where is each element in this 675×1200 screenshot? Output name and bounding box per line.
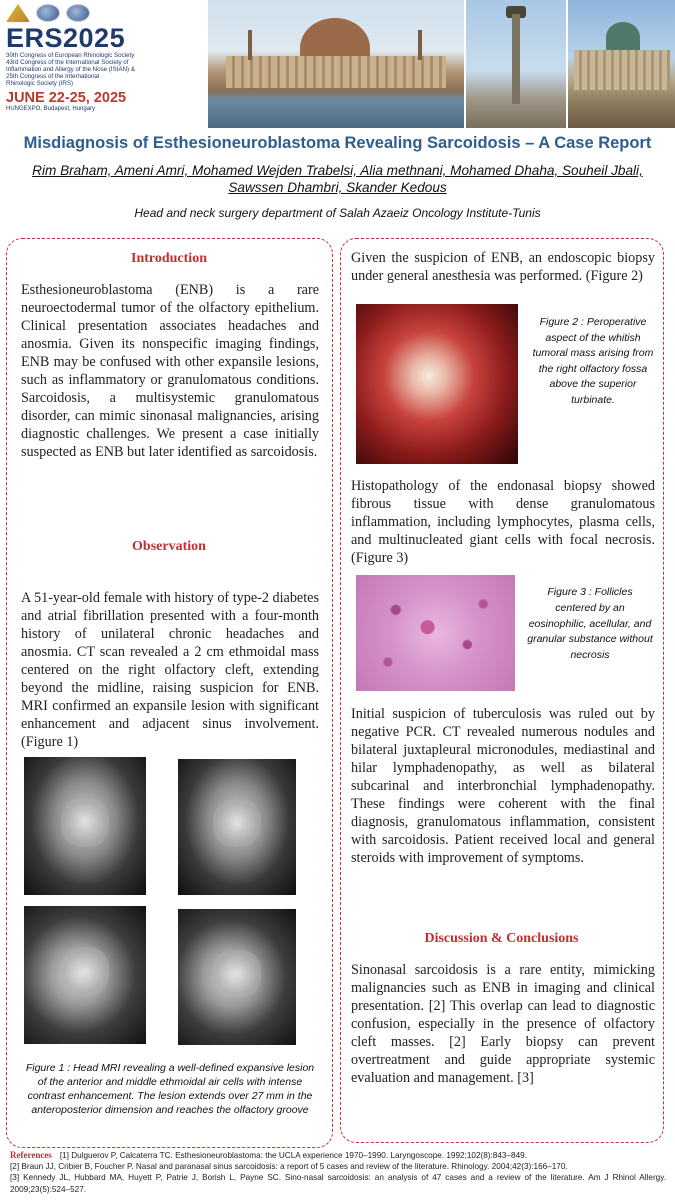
parliament-spire xyxy=(418,30,422,60)
event-venue: HUNGEXPO, Budapest, Hungary xyxy=(6,106,96,112)
references-heading: References xyxy=(10,1150,52,1160)
society-logo-icon xyxy=(66,4,90,22)
right-column-panel xyxy=(340,238,664,1143)
event-dates: JUNE 22-25, 2025 xyxy=(6,90,127,106)
observation-heading: Observation xyxy=(132,539,206,554)
figure1-mri-sagittal-2 xyxy=(178,909,296,1045)
figure1-mri-sagittal-1 xyxy=(24,906,146,1044)
tuberculosis-text: Initial suspicion of tuberculosis was ruled out by negative PCR. CT revealed numerous nodules and bilateral juxtapleural micronodules, mediastinal and hilar lymphadenopathy, as well as bilateral subcarinal and interbronchial lymphadenopathy. These findings were coherent with the final diagnosis, granulomatous inflammation, consistent with sarcoidosis. Patient received local and general steroids with improvement of symptoms. xyxy=(351,706,655,866)
event-line: 30th Congress of European Rhinologic Society xyxy=(6,52,135,59)
poster-title: Misdiagnosis of Esthesioneuroblastoma Revealing Sarcoidosis – A Case Report xyxy=(23,134,652,152)
parliament-photo xyxy=(208,0,464,128)
parliament-spire xyxy=(248,30,252,60)
reference-item: References [1] Dulguerov P, Calcaterra TC. Esthesioneuroblastoma: the UCLA experience 1970–1990. Laryngoscope. 1992;102(8):843–849. xyxy=(10,1150,527,1160)
figure3-histology-image xyxy=(356,575,515,691)
event-line: 25th Congress of the International xyxy=(6,73,100,80)
castle-dome xyxy=(606,22,640,52)
discussion-text: Sinonasal sarcoidosis is a rare entity, mimicking malignancies such as ENB in imaging and clinical presentation. [2] This overlap can lead to diagnostic confusion, especially in the presence of olfactory cleft masses. [2] Early biopsy can prevent overtreatment and guide appropriate systemic evaluation and management. [3] xyxy=(351,962,655,1086)
event-name: ERS2025 xyxy=(6,23,126,53)
biopsy-text: Given the suspicion of ENB, an endoscopic biopsy under general anesthesia was performed. (Figure 2) xyxy=(351,250,655,284)
society-logo-icon xyxy=(6,4,30,22)
conference-banner xyxy=(0,0,675,128)
parliament-facade xyxy=(226,56,446,88)
discussion-heading: Discussion & Conclusions xyxy=(424,931,579,946)
histopathology-text: Histopathology of the endonasal biopsy showed fibrous tissue with dense granulomatous inflammation, including lymphocytes, plasma cells, and multinucleated giant cells with focal necrosis. (Figure 3) xyxy=(351,478,655,566)
heroes-square-photo xyxy=(466,0,566,128)
figure2-caption: Figure 2 : Peroperative aspect of the whitish tumoral mass arising from the right olfactory fossa above the superior turbinate. xyxy=(532,316,654,406)
reference-item: [2] Braun JJ, Cribier B, Foucher P. Nasal and paranasal sinus sarcoidosis: a report of 5 cases and review of the literature. Rhinology. 2004;42(3):166–170. xyxy=(10,1162,568,1172)
society-logos xyxy=(6,4,90,22)
conference-brand xyxy=(6,24,206,113)
observation-text: A 51-year-old female with history of type-2 diabetes and atrial fibrillation presented with a four-month history of unilateral chronic headaches and anosmia. CT scan revealed a 2 cm ethmoidal mass centered on the right olfactory cleft, extending beyond the midline, raising suspicion for ENB. MRI confirmed an expansile lesion with significant enhancement and adjacent sinus involvement. (Figure 1) xyxy=(21,590,319,750)
event-line: Rhinologic Society (IRS) xyxy=(6,80,74,87)
event-line: 43rd Congress of the International Society of xyxy=(6,59,129,66)
affiliation: Head and neck surgery department of Salah Azaeiz Oncology Institute-Tunis xyxy=(134,206,541,220)
figure2-endoscopic-image xyxy=(356,304,518,464)
figure3-caption: Figure 3 : Follicles centered by an eosinophilic, acellular, and granular substance without necrosis xyxy=(527,586,653,662)
figure1-caption: Figure 1 : Head MRI revealing a well-defined expansive lesion of the anterior and middle ethmoidal air cells with intense contrast enhancement. The lesion extends over 27 mm in the anteroposterior dimension and reaches the olfactory groove xyxy=(25,1062,315,1116)
society-logo-icon xyxy=(36,4,60,22)
introduction-heading: Introduction xyxy=(131,251,207,266)
introduction-text: Esthesioneuroblastoma (ENB) is a rare neuroectodermal tumor of the olfactory epithelium. Clinical presentation associates headaches and anosmia. Given its nonspecific imaging findings, ENB may be confused with other expansile lesions, such as inflammatory or granulomatous conditions. Sarcoidosis, a multisystemic granulomatous disorder, can mimic sinonasal malignancies, arising diagnostic challenges. We present a case initially suspected as ENB but later identified as sarcoidosis. xyxy=(21,282,319,460)
castle-facade xyxy=(574,50,670,90)
author-list: Rim Braham, Ameni Amri, Mohamed Wejden Trabelsi, Alia methnani, Mohamed Dhaha, Souheil Jbali, Sawssen Dhambri, Skander Kedous xyxy=(32,163,643,195)
buda-castle-photo xyxy=(568,0,675,128)
references-section xyxy=(10,1150,666,1195)
left-column-panel xyxy=(6,238,333,1148)
figure1-mri-coronal-t1 xyxy=(24,757,146,895)
column-shaft xyxy=(512,14,520,104)
reference-item: [3] Kennedy JL, Hubbard MA, Huyett P, Patrie J, Borish L, Payne SC. Sino-nasal sarcoidosis: an analysis of 47 cases and a review of the literature. Am J Rhinol Allergy. 2009;23(5):524–527. xyxy=(10,1173,666,1194)
event-line: Inflammation and Allergy of the Nose (ISIAN) & xyxy=(6,66,135,73)
figure1-mri-coronal-t2 xyxy=(178,759,296,895)
